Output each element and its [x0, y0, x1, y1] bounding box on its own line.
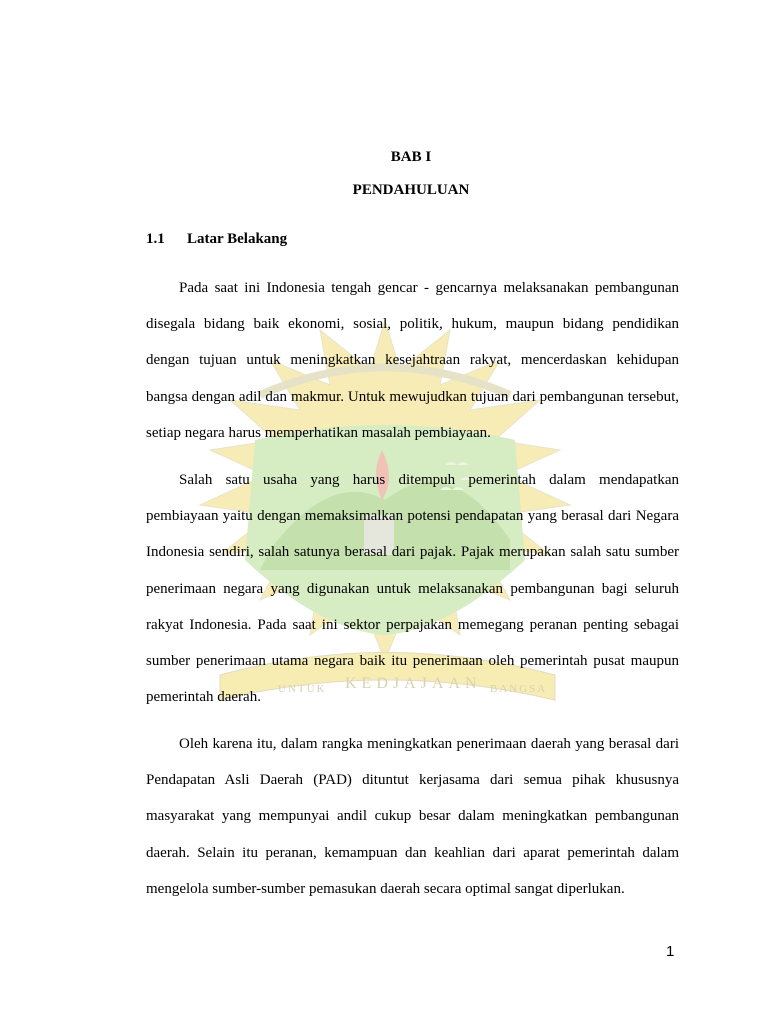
chapter-number: BAB I	[390, 149, 432, 165]
section-title: Latar Belakang	[187, 231, 288, 247]
chapter-title: PENDAHULUAN	[352, 182, 470, 198]
ribbon-left-text: UNTUK	[278, 683, 327, 695]
ribbon-right-text: BANGSA	[490, 683, 548, 695]
page-number: 1	[666, 943, 675, 960]
ribbon-center-text: KEDJAJAAN	[345, 675, 482, 692]
paragraph: Pada saat ini Indonesia tengah gencar - gencarnya melaksanakan pembangunan disegala bidang baik ekonomi, sosial, politik, hukum, maupun bidang pendidikan dengan tujuan untuk meningkatkan kesejahtraan rakyat, mencerdaskan kehidupan bangsa dengan adil dan makmur. Untuk mewujudkan tujuan dari pembangunan tersebut, setiap negara harus memperhatikan masalah pembiayaan.	[146, 280, 679, 441]
section-number: 1.1	[146, 231, 165, 247]
paragraph: Oleh karena itu, dalam rangka meningkatkan penerimaan daerah yang berasal dari Pendapatan Asli Daerah (PAD) dituntut kerjasama dari semua pihak khususnya masyarakat yang mempunyai andil cukup besar dalam meningkatkan pembangunan daerah. Selain itu peranan, kemampuan dan keahlian dari aparat pemerintah dalam mengelola sumber-sumber pemasukan daerah secara optimal sangat diperlukan.	[146, 736, 679, 897]
section-heading	[146, 230, 287, 248]
paragraph: Salah satu usaha yang harus ditempuh pemerintah dalam mendapatkan pembiayaan yaitu dengan memaksimalkan potensi pendapatan yang berasal dari Negara Indonesia sendiri, salah satunya berasal dari pajak. Pajak merupakan salah satu sumber penerimaan negara yang digunakan untuk melaksanakan pembangunan bagi seluruh rakyat Indonesia. Pada saat ini sektor perpajakan memegang peranan penting sebagai sumber penerimaan utama negara baik itu penerimaan oleh pemerintah pusat maupun pemerintah daerah.	[146, 472, 679, 706]
